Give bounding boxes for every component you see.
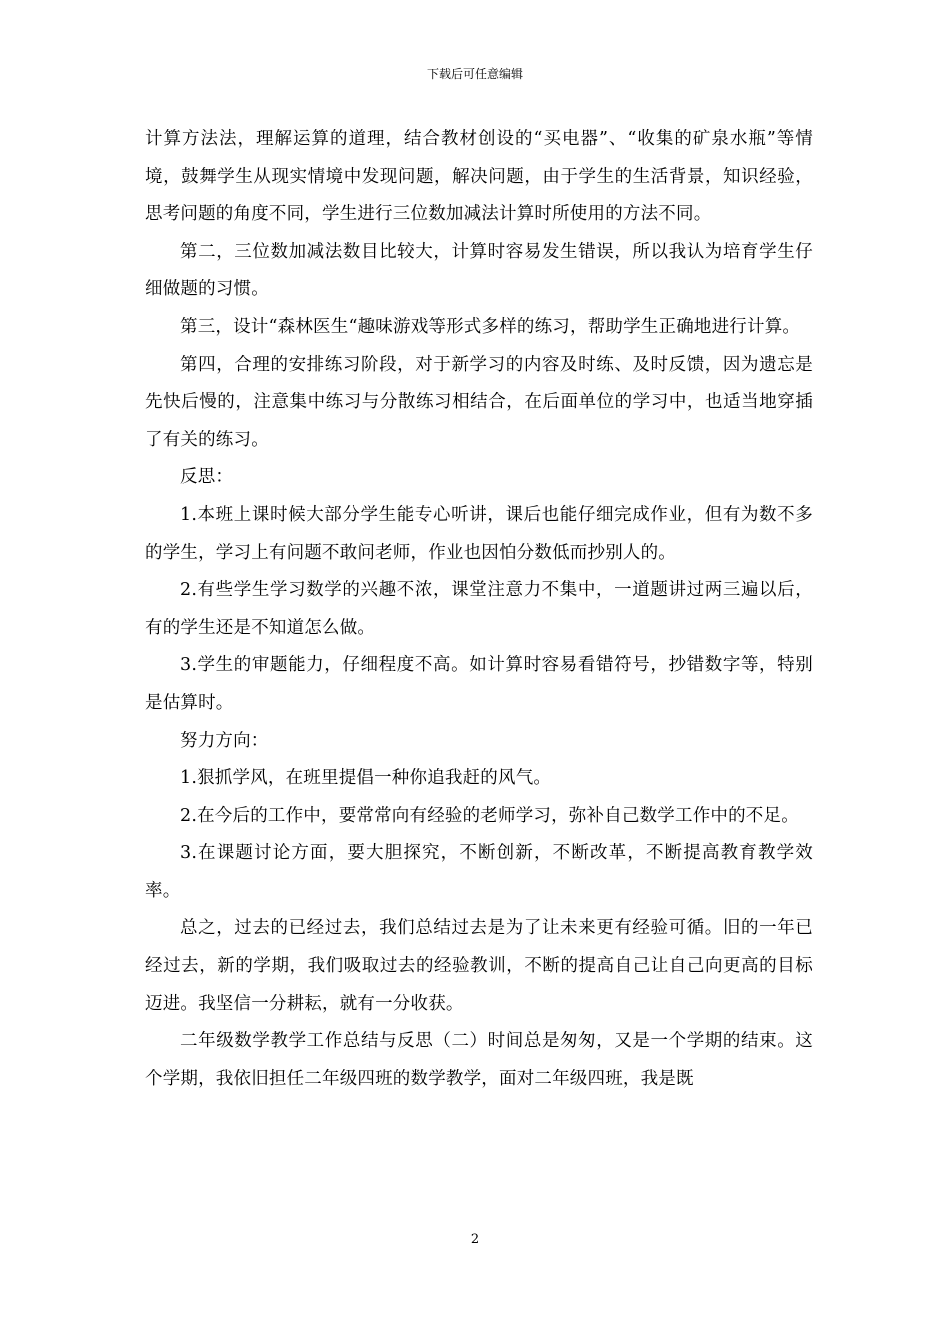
section-heading-reflection: 反思： (180, 467, 234, 488)
list-item: 1.狠抓学风，在班里提倡一种你追我赶的风气。 (180, 768, 552, 789)
paragraph: 第四，合理的安排练习阶段，对于新学习的内容及时练、及时反馈，因为遗忘是先快后慢的，注意集中练习与分散练习相结合，在后面单位的学习中，也适当地穿插了有关的练习。 (145, 354, 813, 450)
list-item: 2.在今后的工作中，要常常向有经验的老师学习，弥补自己数学工作中的不足。 (180, 805, 799, 826)
list-item: 3.在课题讨论方面，要大胆探究，不断创新，不断改革，不断提高教育教学效率。 (145, 843, 813, 901)
section-heading-direction: 努力方向： (180, 730, 269, 751)
page-header: 下载后可任意编辑 (426, 67, 523, 81)
list-item: 2.有些学生学习数学的兴趣不浓，课堂注意力不集中，一道题讲过两三遍以后，有的学生还是不知道怎么做。 (145, 580, 813, 638)
paragraph: 第二，三位数加减法数目比较大，计算时容易发生错误，所以我认为培育学生仔细做题的习惯。 (145, 241, 813, 300)
paragraph: 计算方法法，理解运算的道理，结合教材创设的“买电器”、“收集的矿泉水瓶”等情境，鼓舞学生从现实情境中发现问题，解决问题，由于学生的生活背景，知识经验，思考问题的角度不同，学生进行三位数加减法计算时所使用的方法不同。 (145, 129, 813, 225)
paragraph: 第三，设计“森林医生“趣味游戏等形式多样的练习，帮助学生正确地进行计算。 (180, 316, 801, 337)
paragraph: 二年级数学教学工作总结与反思（二）时间总是匆匆，又是一个学期的结束。这个学期，我依旧担任二年级四班的数学教学，面对二年级四班，我是既 (145, 1031, 813, 1089)
list-item: 3.学生的审题能力，仔细程度不高。如计算时容易看错符号，抄错数字等，特别是估算时。 (145, 655, 813, 713)
document-body (145, 121, 813, 1098)
paragraph: 总之，过去的已经过去，我们总结过去是为了让未来更有经验可循。旧的一年已经过去，新的学期，我们吸取过去的经验教训，不断的提高自己让自己向更高的目标迈进。我坚信一分耕耘，就有一分收获。 (145, 918, 813, 1014)
list-item: 1.本班上课时候大部分学生能专心听讲，课后也能仔细完成作业，但有为数不多的学生，学习上有问题不敢问老师，作业也因怕分数低而抄别人的。 (145, 504, 813, 563)
page-number: 2 (470, 1232, 480, 1247)
